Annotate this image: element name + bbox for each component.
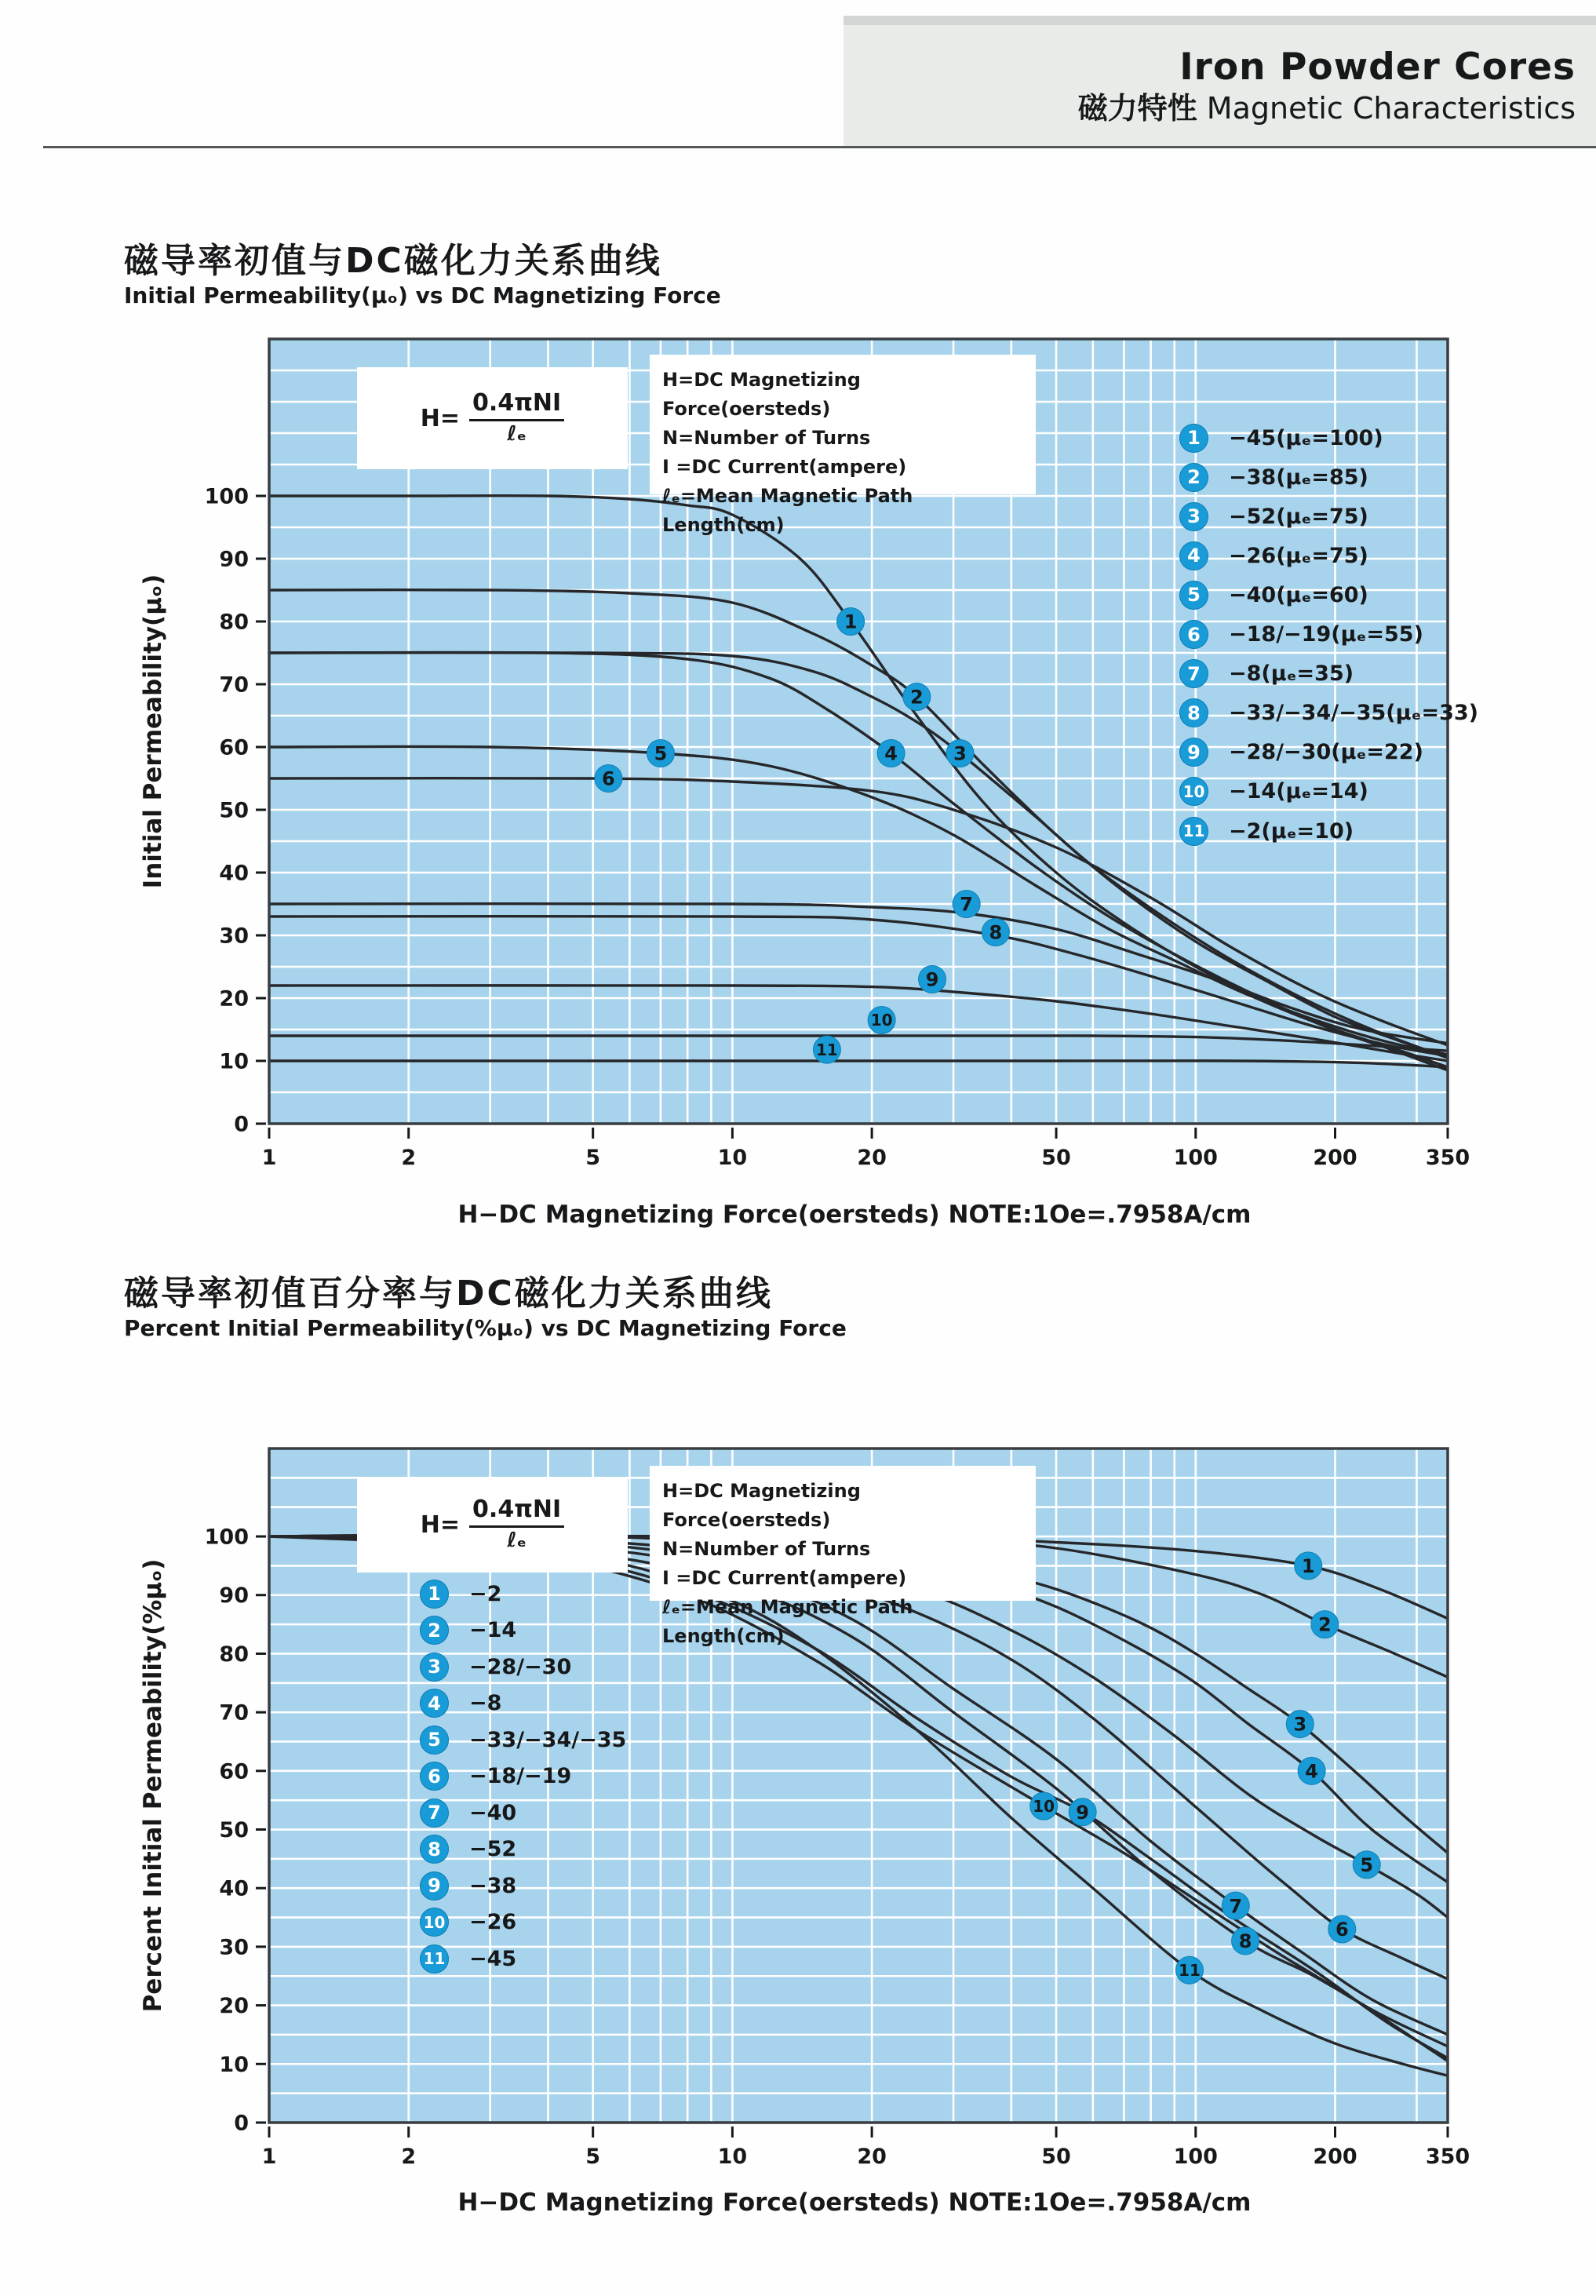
curve-marker-9 xyxy=(1069,1799,1096,1826)
definition-line: H=DC Magnetizing Force(oersteds) xyxy=(662,1480,861,1531)
header-divider xyxy=(43,146,1596,148)
svg-text:1: 1 xyxy=(844,610,858,633)
svg-text:60: 60 xyxy=(219,735,249,760)
legend-label: −45 xyxy=(469,1946,517,1971)
legend-number-badge: 10 xyxy=(1179,777,1208,806)
legend-number-badge: 3 xyxy=(1179,502,1208,531)
legend-item-7 xyxy=(420,1798,516,1828)
legend-item-10 xyxy=(420,1908,516,1937)
curve-marker-4 xyxy=(1298,1757,1325,1784)
legend-label: −28/−30 xyxy=(469,1654,572,1679)
formula-fraction xyxy=(469,1496,564,1552)
svg-text:100: 100 xyxy=(1173,2145,1218,2169)
legend-number-badge: 8 xyxy=(1179,698,1208,727)
legend-number-badge: 11 xyxy=(420,1944,449,1973)
page-subtitle-en: Magnetic Characteristics xyxy=(1197,91,1576,126)
svg-text:10: 10 xyxy=(717,1146,748,1170)
svg-text:90: 90 xyxy=(219,1584,249,1609)
definitions-box xyxy=(650,355,1036,536)
curve-marker-4 xyxy=(877,740,905,767)
legend-label: −14 xyxy=(469,1618,517,1642)
legend-label: −28/−30(μₑ=22) xyxy=(1229,740,1423,765)
legend-item-9 xyxy=(420,1871,516,1901)
svg-text:100: 100 xyxy=(204,484,249,509)
legend-item-5 xyxy=(420,1725,626,1755)
svg-text:8: 8 xyxy=(989,921,1003,944)
legend-number-badge: 2 xyxy=(420,1616,449,1645)
formula-fraction xyxy=(469,390,564,446)
legend-item-3 xyxy=(420,1652,571,1682)
x-axis-label: H−DC Magnetizing Force(oersteds) NOTE:1Oe=.7958A/cm xyxy=(457,2188,1252,2217)
svg-text:10: 10 xyxy=(1033,1796,1055,1816)
legend-label: −8 xyxy=(469,1691,502,1715)
legend-label: −52(μₑ=75) xyxy=(1229,504,1368,529)
section1-title-zh: 磁导率初值与DC磁化力关系曲线 xyxy=(124,241,662,281)
curve-marker-11 xyxy=(1175,1956,1203,1984)
svg-text:5: 5 xyxy=(585,2145,601,2169)
definition-line: ℓₑ=Mean Magnetic Path Length(cm) xyxy=(662,1596,913,1647)
legend-item-11 xyxy=(1179,816,1354,846)
svg-text:80: 80 xyxy=(219,1642,249,1667)
legend-number-badge: 6 xyxy=(420,1762,449,1791)
legend-item-11 xyxy=(420,1944,516,1973)
svg-text:20: 20 xyxy=(857,2145,887,2169)
legend-label: −40 xyxy=(469,1800,517,1825)
y-axis-ticks xyxy=(205,1525,266,2135)
curve-marker-10 xyxy=(868,1007,895,1034)
svg-text:200: 200 xyxy=(1313,1146,1357,1170)
curve-marker-10 xyxy=(1030,1792,1058,1820)
svg-text:1: 1 xyxy=(261,2145,277,2169)
legend-label: −40(μₑ=60) xyxy=(1229,582,1368,607)
svg-text:9: 9 xyxy=(925,968,939,991)
svg-text:200: 200 xyxy=(1313,2145,1357,2169)
formula-denominator: ℓₑ xyxy=(507,421,527,446)
svg-text:9: 9 xyxy=(1076,1801,1090,1824)
svg-text:1: 1 xyxy=(1301,1555,1315,1578)
legend-item-4 xyxy=(420,1689,501,1718)
legend-number-badge: 11 xyxy=(1179,817,1208,846)
legend-item-8 xyxy=(1179,698,1478,728)
formula-numerator: 0.4πNI xyxy=(469,390,564,421)
definition-line: I =DC Current(ampere) xyxy=(662,1567,907,1589)
legend-number-badge: 3 xyxy=(420,1653,449,1682)
curve-marker-1 xyxy=(837,608,865,636)
formula-lhs: H= xyxy=(420,1511,461,1539)
legend-item-6 xyxy=(420,1762,571,1791)
svg-text:4: 4 xyxy=(1305,1760,1318,1783)
formula-denominator: ℓₑ xyxy=(507,1528,527,1552)
page-subtitle-zh: 磁力特性 xyxy=(1077,91,1197,126)
svg-text:10: 10 xyxy=(717,2145,748,2169)
svg-text:11: 11 xyxy=(1179,1960,1201,1980)
svg-text:30: 30 xyxy=(219,1935,249,1960)
svg-text:100: 100 xyxy=(1173,1146,1218,1170)
formula-numerator: 0.4πNI xyxy=(469,1496,564,1528)
x-axis-label: H−DC Magnetizing Force(oersteds) NOTE:1Oe=.7958A/cm xyxy=(457,1201,1252,1229)
svg-text:100: 100 xyxy=(204,1525,249,1550)
curve-marker-8 xyxy=(1232,1927,1259,1955)
legend-number-badge: 4 xyxy=(420,1689,449,1718)
svg-text:70: 70 xyxy=(219,1700,249,1726)
curve-marker-2 xyxy=(903,683,931,711)
page-title: Iron Powder Cores xyxy=(1179,46,1576,89)
legend-item-8 xyxy=(420,1835,516,1864)
curve-marker-9 xyxy=(919,966,946,993)
legend-number-badge: 9 xyxy=(1179,738,1208,767)
svg-text:5: 5 xyxy=(1360,1853,1374,1876)
svg-text:70: 70 xyxy=(219,672,249,698)
legend-label: −2(μₑ=10) xyxy=(1229,818,1354,844)
svg-text:0: 0 xyxy=(234,1112,249,1137)
section2-title-zh: 磁导率初值百分率与DC磁化力关系曲线 xyxy=(124,1274,773,1314)
svg-text:10: 10 xyxy=(219,2052,249,2077)
legend-item-1 xyxy=(420,1579,501,1609)
legend-item-10 xyxy=(1179,777,1368,807)
y-axis-ticks xyxy=(205,484,266,1136)
svg-text:5: 5 xyxy=(585,1146,601,1170)
legend-item-7 xyxy=(1179,659,1354,689)
legend-number-badge: 7 xyxy=(420,1799,449,1828)
legend-label: −33/−34/−35(μₑ=33) xyxy=(1229,701,1478,726)
legend-item-2 xyxy=(1179,462,1368,492)
svg-text:1: 1 xyxy=(261,1146,277,1170)
legend-number-badge: 7 xyxy=(1179,659,1208,688)
legend-item-2 xyxy=(420,1616,516,1645)
svg-text:30: 30 xyxy=(219,924,249,949)
legend-number-badge: 6 xyxy=(1179,620,1208,649)
curve-marker-3 xyxy=(1286,1711,1314,1738)
legend-label: −18/−19(μₑ=55) xyxy=(1229,622,1423,647)
legend-label: −14(μₑ=14) xyxy=(1229,779,1368,804)
svg-text:90: 90 xyxy=(219,547,249,572)
curve-marker-8 xyxy=(982,919,1009,946)
legend-label: −2 xyxy=(469,1581,502,1606)
legend-label: −26(μₑ=75) xyxy=(1229,543,1368,568)
curve-marker-5 xyxy=(647,740,674,767)
svg-text:350: 350 xyxy=(1425,2145,1470,2169)
curve-marker-7 xyxy=(953,891,980,918)
svg-text:40: 40 xyxy=(219,1876,249,1901)
curve-marker-5 xyxy=(1353,1851,1380,1879)
svg-text:10: 10 xyxy=(870,1011,893,1030)
legend-item-6 xyxy=(1179,620,1423,650)
svg-text:8: 8 xyxy=(1238,1930,1252,1953)
legend-item-3 xyxy=(1179,501,1368,531)
y-axis-label: Percent Initial Permeability(%μₒ) xyxy=(139,1558,167,2013)
svg-text:40: 40 xyxy=(219,861,249,886)
legend-number-badge: 1 xyxy=(420,1580,449,1609)
svg-text:50: 50 xyxy=(1041,2145,1071,2169)
formula-box xyxy=(357,367,628,469)
svg-text:3: 3 xyxy=(953,742,967,765)
y-axis-label: Initial Permeability(μₒ) xyxy=(139,574,167,889)
curve-marker-6 xyxy=(1328,1915,1356,1943)
legend-label: −26 xyxy=(469,1910,517,1934)
svg-text:80: 80 xyxy=(219,610,249,635)
svg-text:50: 50 xyxy=(219,798,249,823)
svg-text:20: 20 xyxy=(857,1146,887,1170)
svg-text:10: 10 xyxy=(219,1049,249,1074)
definition-line: N=Number of Turns xyxy=(662,1538,871,1560)
legend-number-badge: 5 xyxy=(420,1726,449,1755)
definitions-box xyxy=(650,1466,1036,1647)
curve-marker-2 xyxy=(1311,1611,1339,1638)
legend-label: −52 xyxy=(469,1837,517,1861)
x-axis-ticks xyxy=(262,2127,1470,2169)
svg-text:2: 2 xyxy=(1318,1613,1332,1636)
legend-item-4 xyxy=(1179,541,1368,570)
legend-label: −45(μₑ=100) xyxy=(1229,425,1383,450)
svg-text:7: 7 xyxy=(1229,1895,1243,1918)
svg-text:20: 20 xyxy=(219,986,249,1011)
svg-text:6: 6 xyxy=(602,767,615,790)
section2-title-en: Percent Initial Permeability(%μₒ) vs DC Magnetizing Force xyxy=(124,1315,847,1341)
legend-label: −18/−19 xyxy=(469,1764,572,1788)
legend-item-9 xyxy=(1179,738,1423,767)
formula-box xyxy=(357,1477,628,1573)
svg-text:3: 3 xyxy=(1293,1713,1307,1736)
svg-text:6: 6 xyxy=(1335,1919,1349,1941)
svg-text:350: 350 xyxy=(1425,1146,1470,1170)
curve-marker-11 xyxy=(813,1036,840,1063)
definition-line: H=DC Magnetizing Force(oersteds) xyxy=(662,369,861,420)
definition-line: ℓₑ=Mean Magnetic Path Length(cm) xyxy=(662,485,913,536)
legend-label: −8(μₑ=35) xyxy=(1229,661,1354,687)
svg-text:2: 2 xyxy=(401,2145,417,2169)
curve-marker-6 xyxy=(595,765,622,793)
svg-text:20: 20 xyxy=(219,1994,249,2019)
legend-item-5 xyxy=(1179,580,1368,610)
svg-text:5: 5 xyxy=(654,742,668,765)
svg-text:2: 2 xyxy=(401,1146,417,1170)
definition-line: I =DC Current(ampere) xyxy=(662,456,907,478)
legend-number-badge: 8 xyxy=(420,1835,449,1864)
svg-text:11: 11 xyxy=(815,1040,838,1059)
legend-number-badge: 1 xyxy=(1179,424,1208,453)
curve-marker-7 xyxy=(1222,1892,1249,1919)
svg-text:50: 50 xyxy=(219,1817,249,1842)
legend-label: −38(μₑ=85) xyxy=(1229,465,1368,490)
header xyxy=(844,16,1596,148)
x-axis-ticks xyxy=(262,1128,1470,1170)
page-subtitle xyxy=(1078,89,1576,127)
svg-text:50: 50 xyxy=(1041,1146,1071,1170)
svg-text:4: 4 xyxy=(884,742,898,765)
curve-marker-1 xyxy=(1295,1552,1322,1580)
curve-marker-3 xyxy=(946,740,974,767)
legend-item-1 xyxy=(1179,423,1383,453)
legend-label: −33/−34/−35 xyxy=(469,1727,627,1752)
svg-text:2: 2 xyxy=(909,686,924,709)
svg-text:60: 60 xyxy=(219,1759,249,1784)
legend-number-badge: 5 xyxy=(1179,581,1208,610)
formula-lhs: H= xyxy=(420,404,461,432)
legend-number-badge: 4 xyxy=(1179,541,1208,570)
svg-text:0: 0 xyxy=(234,2111,249,2136)
legend-label: −38 xyxy=(469,1873,517,1898)
svg-text:7: 7 xyxy=(960,893,973,916)
definition-line: N=Number of Turns xyxy=(662,427,871,449)
legend-number-badge: 9 xyxy=(420,1871,449,1901)
section1-title-en: Initial Permeability(μₒ) vs DC Magnetizing Force xyxy=(124,282,721,308)
legend-number-badge: 2 xyxy=(1179,463,1208,492)
legend-number-badge: 10 xyxy=(420,1908,449,1937)
